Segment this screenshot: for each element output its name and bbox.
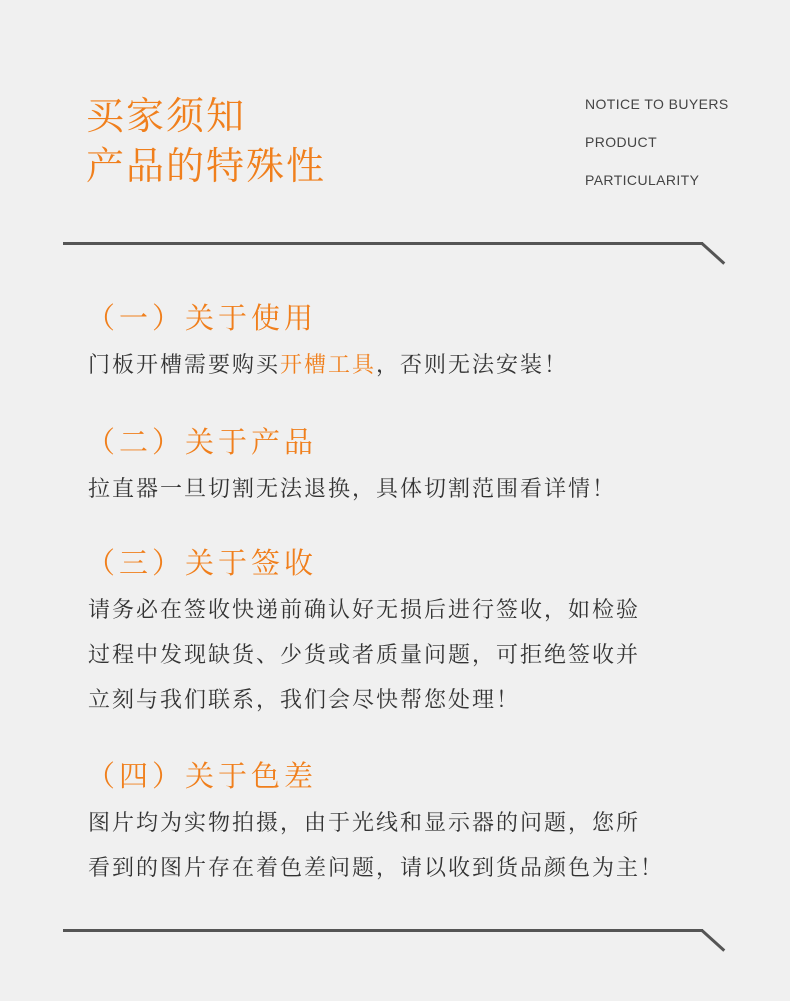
top-divider [63,242,703,245]
title-line-2: 产品的特殊性 [86,144,327,188]
bottom-divider-hook [701,929,725,951]
section-signing-line-1: 请务必在签收快递前确认好无损后进行签收，如检验 [88,598,641,623]
top-divider-hook [701,242,725,264]
section-color-line-2: 看到的图片存在着色差问题，请以收到货品颜色为主！ [88,856,665,881]
section-signing-line-2: 过程中发现缺货、少货或者质量问题，可拒绝签收并 [88,643,641,668]
section-color-line-1: 图片均为实物拍摄，由于光线和显示器的问题，您所 [88,811,641,836]
section-signing-line-3: 立刻与我们联系，我们会尽快帮您处理！ [88,688,521,713]
section-heading-product: （二）关于产品 [86,425,318,459]
section-usage-line [88,351,568,381]
usage-highlight-tool: 开槽工具 [280,353,377,378]
usage-text-before: 门板开槽需要购买 [88,353,281,378]
subtitle-en-line-2: PRODUCT [585,134,658,150]
section-heading-usage: （一）关于使用 [86,301,318,335]
title-line-1: 买家须知 [86,94,247,138]
section-heading-signing: （三）关于签收 [86,546,318,580]
section-heading-color-difference: （四）关于色差 [86,759,318,793]
bottom-divider [63,929,703,932]
subtitle-en-line-1: NOTICE TO BUYERS [585,96,729,112]
subtitle-en-line-3: PARTICULARITY [585,172,700,188]
section-product-line: 拉直器一旦切割无法退换，具体切割范围看详情！ [88,477,617,502]
usage-text-after: ，否则无法安装！ [376,353,569,378]
